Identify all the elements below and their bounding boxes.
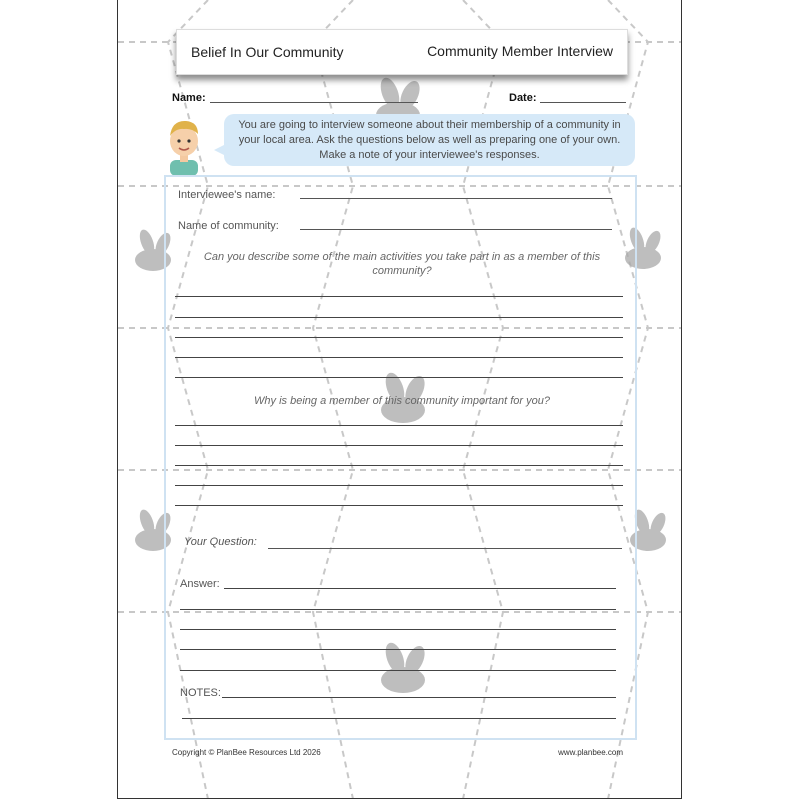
notes-line[interactable] [222, 697, 616, 698]
worksheet-topic: Belief In Our Community [191, 44, 344, 60]
answer-line[interactable] [175, 505, 623, 506]
instructions-bubble [224, 114, 635, 166]
worksheet-title: Community Member Interview [427, 43, 613, 59]
answer-line[interactable] [224, 588, 616, 589]
name-label: Name: [172, 92, 206, 104]
answer-line[interactable] [175, 296, 623, 297]
question-1: Can you describe some of the main activities you take part in as a member of this community? [203, 251, 601, 277]
answer-line[interactable] [175, 485, 623, 486]
answer-line[interactable] [175, 445, 623, 446]
answer-line[interactable] [175, 317, 623, 318]
name-field[interactable] [210, 102, 418, 103]
answer-line[interactable] [175, 465, 623, 466]
answer-line[interactable] [180, 629, 616, 630]
copyright-text: Copyright © PlanBee Resources Ltd 2026 [172, 748, 321, 757]
answer-line[interactable] [175, 337, 623, 338]
answer-line[interactable] [175, 425, 623, 426]
boy-avatar-icon [164, 114, 204, 176]
community-field[interactable] [300, 229, 612, 230]
date-field[interactable] [540, 102, 626, 103]
answer-label: Answer: [180, 578, 220, 590]
answer-line[interactable] [180, 609, 616, 610]
your-question-label: Your Question: [184, 536, 257, 548]
notes-label: NOTES: [180, 687, 221, 699]
notes-line[interactable] [182, 718, 616, 719]
instructions-text: You are going to interview someone about their membership of a community in your local area. Ask the questions below as well as preparing one of your own. Make a note of your interviewee's responses. [238, 119, 621, 161]
title-banner [176, 29, 628, 75]
answer-line[interactable] [180, 670, 616, 671]
question-2: Why is being a member of this community important for you? [254, 395, 550, 407]
community-label: Name of community: [178, 220, 279, 232]
date-label: Date: [509, 92, 537, 104]
worksheet-page [117, 0, 682, 799]
interviewee-label: Interviewee's name: [178, 189, 276, 201]
interviewee-field[interactable] [300, 198, 612, 199]
answer-line[interactable] [175, 377, 623, 378]
answer-line[interactable] [175, 357, 623, 358]
answer-line[interactable] [180, 649, 616, 650]
website-text: www.planbee.com [558, 748, 623, 757]
your-question-field[interactable] [268, 548, 622, 549]
